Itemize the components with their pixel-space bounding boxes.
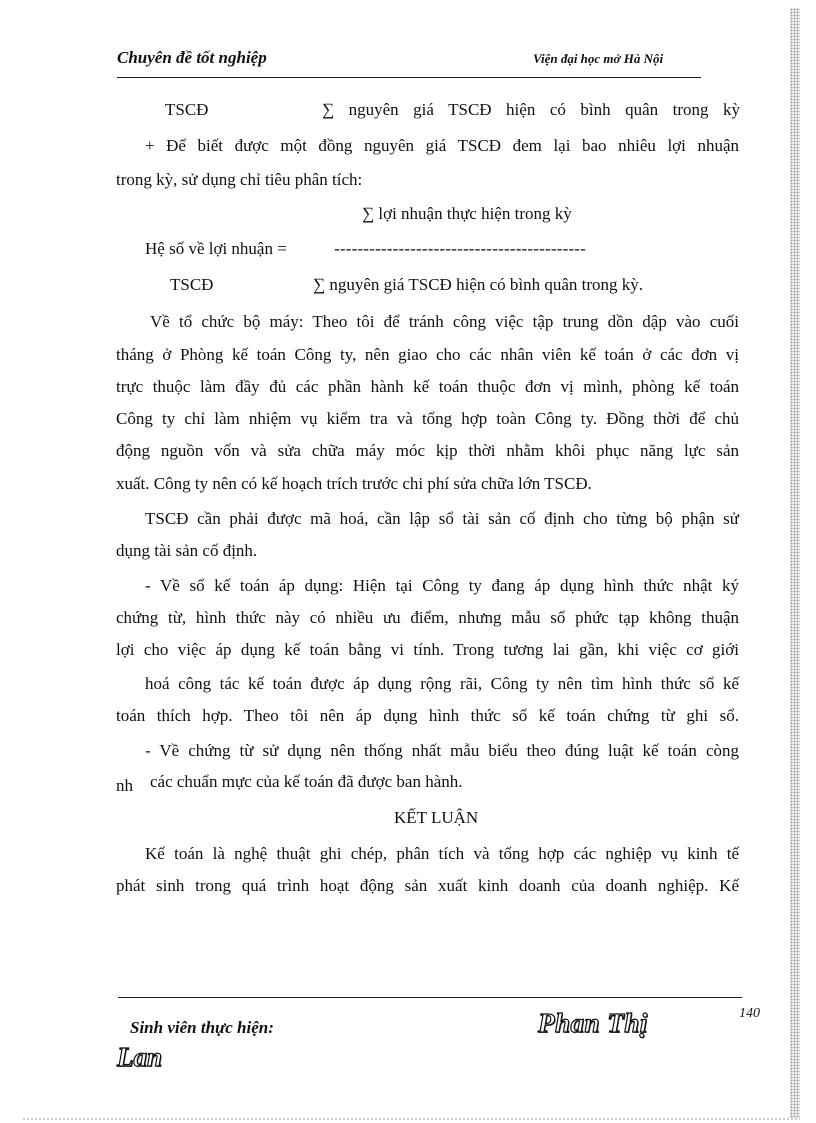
paragraph-line: Công ty chỉ làm nhiệm vụ kiểm tra và tổng hợp toàn Công ty. Đồng thời để chủ bbox=[116, 409, 739, 428]
section-title: KẾT LUẬN bbox=[394, 808, 479, 827]
paragraph-line: động nguồn vốn và sửa chữa máy móc kịp thời nhằm khôi phục năng lực sản bbox=[116, 441, 739, 460]
paragraph-line: dụng tài sản cố định. bbox=[116, 541, 258, 560]
paragraph-line-fragment: nh bbox=[116, 776, 133, 795]
paragraph-line: TSCĐ cần phải được mã hoá, cần lập sổ tài sản cố định cho từng bộ phận sử bbox=[145, 509, 739, 528]
paragraph-line: hoá công tác kế toán được áp dụng rộng rãi, Công ty nên tìm hình thức sổ kế bbox=[145, 674, 739, 693]
formula-numerator: ∑ lợi nhuận thực hiện trong kỳ bbox=[362, 204, 572, 223]
page-number: 140 bbox=[739, 1006, 760, 1021]
paragraph-line: toán thích hợp. Theo tôi nên áp dụng hình thức sổ kế toán chứng từ ghi sổ. bbox=[116, 706, 739, 725]
page-shadow-right bbox=[790, 8, 800, 1118]
header-left-title: Chuyên đề tốt nghiệp bbox=[117, 48, 267, 67]
paragraph-line: các chuẩn mực của kế toán đã được ban hành. bbox=[150, 772, 463, 791]
formula-denominator-label: TSCĐ bbox=[170, 275, 214, 294]
formula-denominator: ∑ nguyên giá TSCĐ hiện có bình quân trong kỳ. bbox=[313, 275, 644, 294]
paragraph-line: tháng ở Phòng kế toán Công ty, nên giao cho các nhân viên kế toán ở các đơn vị bbox=[116, 345, 739, 364]
paragraph-line: - Về chứng từ sử dụng nên thống nhất mẫu biểu theo đúng luật kế toán còng bbox=[145, 741, 739, 760]
paragraph-line: Về tổ chức bộ máy: Theo tôi để tránh công việc tập trung dồn dập vào cuối bbox=[150, 312, 739, 331]
header-right-institution: Viện đại học mở Hà Nội bbox=[533, 51, 664, 66]
paragraph-line: lợi cho việc áp dụng kế toán bằng vi tính. Trong tương lai gần, khi việc cơ giới bbox=[116, 640, 739, 659]
formula-fraction-bar: ------------------------------------------- bbox=[334, 239, 587, 258]
paragraph-line: phát sinh trong quá trình hoạt động sản xuất kinh doanh của doanh nghiệp. Kế bbox=[116, 876, 739, 895]
formula-denominator: ∑ nguyên giá TSCĐ hiện có bình quân trong kỳ bbox=[322, 100, 740, 119]
paragraph-line: + Để biết được một đồng nguyên giá TSCĐ đem lại bao nhiêu lợi nhuận bbox=[145, 136, 739, 155]
formula-label: Hệ số về lợi nhuận = bbox=[145, 239, 287, 258]
formula-denominator-label: TSCĐ bbox=[165, 100, 209, 119]
footer-student-name: Phan Thị bbox=[538, 1008, 648, 1038]
footer-student-label: Sinh viên thực hiện: bbox=[130, 1018, 274, 1037]
footer-student-name-continued: Lan bbox=[117, 1042, 163, 1072]
header-rule bbox=[117, 77, 701, 78]
paragraph-line: trực thuộc làm đầy đủ các phần hành kế toán thuộc đơn vị mình, phòng kế toán bbox=[116, 377, 739, 396]
paragraph-line: trong kỳ, sử dụng chỉ tiêu phân tích: bbox=[116, 170, 363, 189]
page-shadow-bottom bbox=[22, 1117, 800, 1122]
paragraph-line: - Về sổ kế toán áp dụng: Hiện tại Công ty đang áp dụng hình thức nhật ký bbox=[145, 576, 739, 595]
footer-rule bbox=[118, 997, 742, 998]
paragraph-line: chứng từ, hình thức này có nhiều ưu điểm, nhưng mẫu sổ phức tạp không thuận bbox=[116, 608, 739, 627]
paragraph-line: Kế toán là nghệ thuật ghi chép, phân tích và tổng hợp các nghiệp vụ kinh tế bbox=[145, 844, 739, 863]
paragraph-line: xuất. Công ty nên có kế hoạch trích trước chi phí sửa chữa lớn TSCĐ. bbox=[116, 474, 592, 493]
